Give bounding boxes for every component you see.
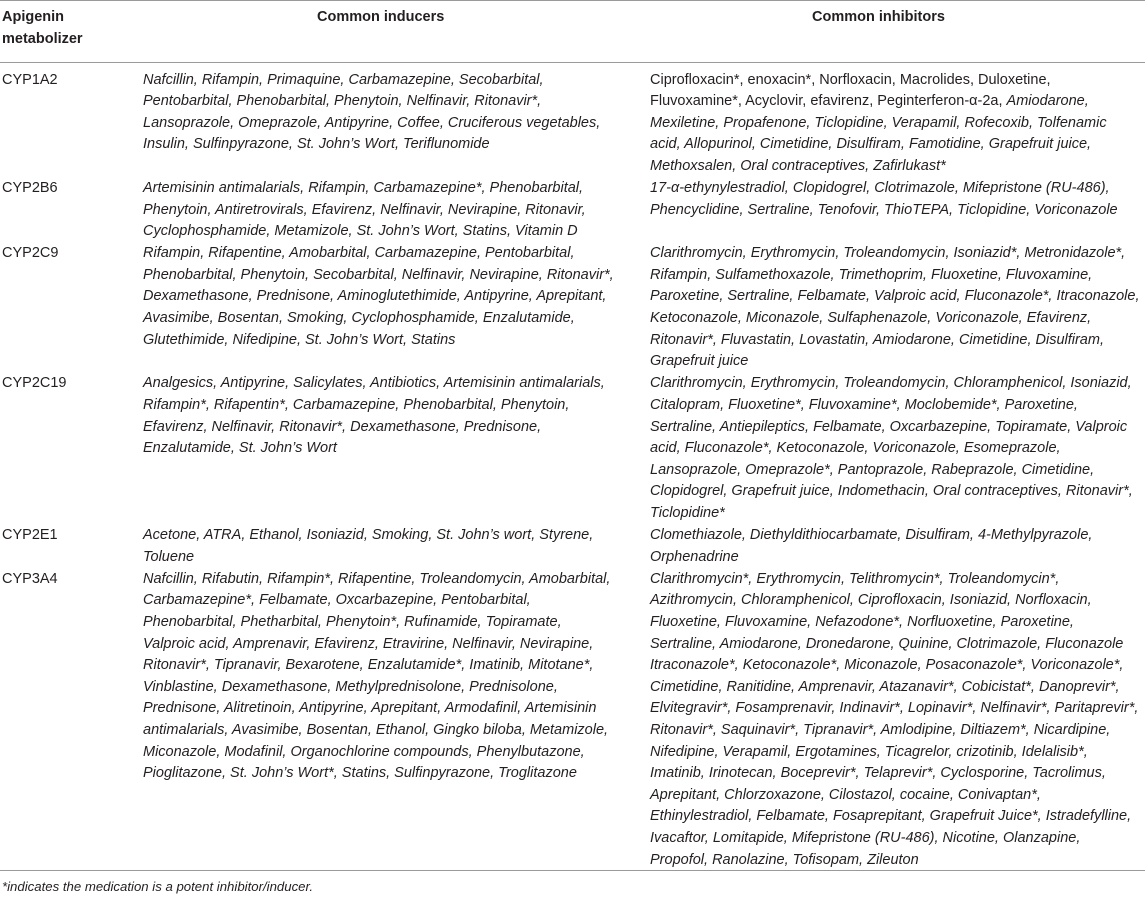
inhibitors-line	[650, 612, 1138, 634]
drug-text: Sertraline, Amiodarone, Dronedarone, Quinine, Clotrimazole, Fluconazole	[650, 635, 1124, 652]
inducers-line	[143, 763, 610, 785]
drug-text: antimalarials, Avasimibe, Bosentan, Ethanol, Gingko biloba, Metamizole,	[143, 721, 609, 738]
drug-text: Analgesics, Antipyrine, Salicylates, Antibiotics, Artemisinin antimalarials,	[143, 375, 605, 392]
drug-text: Rifampin, Sulfamethoxazole, Trimethoprim, Fluoxetine, Fluvoxamine,	[650, 266, 1093, 283]
drug-text: acid, Allopurinol, Cimetidine, Disulfiram, Famotidine, Grapefruit juice,	[650, 136, 1092, 153]
inhibitors-line	[650, 113, 1107, 135]
inhibitors-line	[650, 134, 1107, 156]
inducers-line	[143, 569, 610, 591]
inhibitors-line	[650, 351, 1140, 373]
drug-text: Paroxetine, Sertraline, Felbamate, Valproic acid, Fluconazole*, Itraconazole,	[650, 288, 1140, 305]
inducers-line	[143, 265, 614, 287]
drug-text: Toluene	[143, 548, 195, 565]
header-inducers: Common inducers	[317, 9, 445, 25]
enzyme-cell: CYP3A4	[2, 570, 58, 587]
enzyme-cell: CYP1A2	[2, 71, 58, 88]
inhibitors-line	[650, 308, 1140, 330]
drug-text: Insulin, Sulfinpyrazone, St. John’s Wort, Teriflunomide	[143, 136, 490, 153]
drug-text: Phenobarbital, Phenytoin, Secobarbital, Nelfinavir, Nevirapine, Ritonavir*,	[143, 266, 614, 283]
drug-text: Carbamazepine*, Felbamate, Oxcarbazepine, Pentobarbital,	[143, 592, 531, 609]
drug-text: Grapefruit juice	[650, 353, 749, 370]
inhibitors-line	[650, 286, 1140, 308]
inducers-line	[143, 677, 610, 699]
drug-text: Cyclophosphamide, Metamizole, St. John’s Wort, Statins, Vitamin D	[143, 223, 578, 240]
inhibitors-line	[650, 677, 1138, 699]
inhibitors-line	[650, 70, 1107, 92]
inhibitors-cell	[650, 243, 1140, 373]
drug-text: acid, Fluconazole*, Ketoconazole, Voriconazole, Esomeprazole,	[650, 440, 1061, 457]
drug-text: Nafcillin, Rifampin, Primaquine, Carbamazepine, Secobarbital,	[143, 71, 544, 88]
drug-text: Lansoprazole, Omeprazole, Antipyrine, Coffee, Cruciferous vegetables,	[143, 114, 601, 131]
drug-text: Cimetidine, Ranitidine, Amprenavir, Atazanavir*, Cobicistat*, Danoprevir*,	[650, 678, 1120, 695]
drug-text: Efavirenz, Nelfinavir, Ritonavir*, Dexamethasone, Prednisone,	[143, 418, 542, 435]
inducers-cell	[143, 243, 614, 351]
inhibitors-cell	[650, 569, 1138, 871]
inducers-line	[143, 113, 600, 135]
drug-text: Azithromycin, Chloramphenicol, Ciprofloxacin, Isoniazid, Norfloxacin,	[650, 592, 1092, 609]
inducers-cell	[143, 373, 605, 459]
drug-text: Amiodarone,	[1006, 93, 1089, 110]
drug-text: Imatinib, Irinotecan, Boceprevir*, Telaprevir*, Cyclosporine, Tacrolimus,	[650, 765, 1106, 782]
inhibitors-line	[650, 742, 1138, 764]
inducers-line	[143, 286, 614, 308]
inducers-line	[143, 330, 614, 352]
drug-text: Ivacaftor, Lomitapide, Mifepristone (RU-486), Nicotine, Olanzapine,	[650, 829, 1081, 846]
table-top-rule	[0, 0, 1145, 1]
drug-text: Vinblastine, Dexamethasone, Methylprednisolone, Prednisolone,	[143, 678, 558, 695]
drug-text: Enzalutamide, St. John’s Wort	[143, 440, 337, 457]
inducers-line	[143, 178, 586, 200]
inducers-line	[143, 655, 610, 677]
drug-text: Mexiletine, Propafenone, Ticlopidine, Verapamil, Rofecoxib, Tolfenamic	[650, 114, 1107, 131]
inducers-line	[143, 221, 586, 243]
drug-text: Ethinylestradiol, Felbamate, Fosaprepitant, Grapefruit Juice*, Istradefylline,	[650, 808, 1132, 825]
inhibitors-line	[650, 850, 1138, 872]
inducers-line	[143, 547, 593, 569]
inducers-line	[143, 243, 614, 265]
inhibitors-line	[650, 330, 1140, 352]
drug-text: Valproic acid, Amprenavir, Efavirenz, Etravirine, Nelfinavir, Nevirapine,	[143, 635, 594, 652]
inducers-cell	[143, 525, 593, 568]
inhibitors-line	[650, 438, 1133, 460]
drug-text: Fluvoxamine*, Acyclovir, efavirenz, Peginterferon-α-2a,	[650, 93, 1007, 110]
inhibitors-cell	[650, 373, 1133, 524]
drug-text: Ticlopidine*	[650, 504, 725, 521]
inhibitors-line	[650, 806, 1138, 828]
drug-text: Ritonavir*, Saquinavir*, Tipranavir*, Amlodipine, Diltiazem*, Nicardipine,	[650, 721, 1111, 738]
header-rule	[0, 62, 1145, 63]
inducers-line	[143, 200, 586, 222]
inhibitors-line	[650, 525, 1092, 547]
inhibitors-line	[650, 395, 1133, 417]
drug-text: Avasimibe, Bosentan, Smoking, Cyclophosphamide, Enzalutamide,	[143, 310, 575, 327]
drug-text: Miconazole, Modafinil, Organochlorine compounds, Phenylbutazone,	[143, 743, 585, 760]
inhibitors-cell	[650, 70, 1107, 178]
drug-text: Ritonavir*, Fluvastatin, Lovastatin, Amiodarone, Cimetidine, Disulfiram,	[650, 331, 1104, 348]
drug-text: Acetone, ATRA, Ethanol, Isoniazid, Smoking, St. John’s wort, Styrene,	[143, 527, 594, 544]
inhibitors-line	[650, 91, 1107, 113]
drug-text: Aprepitant, Chlorzoxazone, Cilostazol, cocaine, Conivaptan*,	[650, 786, 1041, 803]
inhibitors-line	[650, 569, 1138, 591]
drug-text: Glutethimide, Nifedipine, St. John’s Wort, Statins	[143, 331, 456, 348]
inducers-line	[143, 525, 593, 547]
drug-text: Propofol, Ranolazine, Tofisopam, Zileuton	[650, 851, 919, 868]
inhibitors-line	[650, 243, 1140, 265]
inhibitors-line	[650, 417, 1133, 439]
inducers-line	[143, 720, 610, 742]
inhibitors-line	[650, 547, 1092, 569]
inducers-cell	[143, 569, 610, 785]
header-inhibitors: Common inhibitors	[812, 9, 945, 25]
inducers-cell	[143, 70, 600, 156]
inducers-line	[143, 438, 605, 460]
header-metabolizer-line: metabolizer	[2, 30, 83, 47]
enzyme-cell: CYP2E1	[2, 527, 58, 544]
drug-text: Fluoxetine, Fluvoxamine, Nefazodone*, Norfluoxetine, Paroxetine,	[650, 613, 1074, 630]
inhibitors-line	[650, 200, 1118, 222]
inducers-line	[143, 590, 610, 612]
drug-text: Nifedipine, Verapamil, Ergotamines, Ticagrelor, crizotinib, Idelalisib*,	[650, 743, 1088, 760]
inhibitors-line	[650, 698, 1138, 720]
drug-text: Ciprofloxacin*, enoxacin*, Norfloxacin, Macrolides, Duloxetine,	[650, 71, 1051, 88]
inhibitors-line	[650, 460, 1133, 482]
inhibitors-line	[650, 265, 1140, 287]
inhibitors-line	[650, 785, 1138, 807]
inducers-line	[143, 70, 600, 92]
inhibitors-line	[650, 503, 1133, 525]
drug-text: Pentobarbital, Phenobarbital, Phenytoin, Nelfinavir, Ritonavir*,	[143, 93, 542, 110]
header-metabolizer	[2, 7, 83, 50]
drug-text: Dexamethasone, Prednisone, Aminoglutethimide, Antipyrine, Aprepitant,	[143, 288, 607, 305]
drug-text: Clomethiazole, Diethyldithiocarbamate, Disulfiram, 4-Methylpyrazole,	[650, 527, 1093, 544]
drug-text: Clarithromycin*, Erythromycin, Telithromycin*, Troleandomycin*,	[650, 570, 1060, 587]
inducers-line	[143, 134, 600, 156]
drug-text: Ritonavir*, Tipranavir, Bexarotene, Enzalutamide*, Imatinib, Mitotane*,	[143, 657, 594, 674]
drug-text: Prednisone, Alitretinoin, Antipyrine, Aprepitant, Armodafinil, Artemisinin	[143, 700, 597, 717]
drug-text: Clarithromycin, Erythromycin, Troleandomycin, Chloramphenicol, Isoniazid,	[650, 375, 1132, 392]
inhibitors-line	[650, 590, 1138, 612]
drug-text: Lansoprazole, Omeprazole*, Pantoprazole, Rabeprazole, Cimetidine,	[650, 461, 1095, 478]
drug-text: Rifampin*, Rifapentin*, Carbamazepine, Phenobarbital, Phenytoin,	[143, 396, 570, 413]
inhibitors-line	[650, 156, 1107, 178]
drug-text: Sertraline, Antiepileptics, Felbamate, Oxcarbazepine, Topiramate, Valproic	[650, 418, 1128, 435]
drug-text: Methoxsalen, Oral contraceptives, Zafirlukast*	[650, 157, 946, 174]
inhibitors-line	[650, 634, 1138, 656]
drug-text: Ketoconazole, Miconazole, Sulfaphenazole, Voriconazole, Efavirenz,	[650, 310, 1092, 327]
inducers-line	[143, 308, 614, 330]
table-bottom-rule	[0, 870, 1145, 871]
inhibitors-cell	[650, 525, 1092, 568]
inducers-line	[143, 395, 605, 417]
drug-text: 17-α-ethynylestradiol, Clopidogrel, Clotrimazole, Mifepristone (RU-486),	[650, 180, 1110, 196]
inducers-line	[143, 698, 610, 720]
inhibitors-line	[650, 178, 1118, 200]
drug-text: Itraconazole*, Ketoconazole*, Miconazole, Posaconazole*, Voriconazole*,	[650, 657, 1124, 674]
enzyme-cell: CYP2C9	[2, 245, 59, 262]
inducers-line	[143, 373, 605, 395]
drug-text: Clarithromycin, Erythromycin, Troleandomycin, Isoniazid*, Metronidazole*,	[650, 245, 1126, 262]
inducers-line	[143, 612, 610, 634]
inhibitors-cell	[650, 178, 1118, 221]
header-metabolizer-line: Apigenin	[2, 9, 65, 25]
drug-text: Phenobarbital, Phetharbital, Phenytoin*, Rufinamide, Topiramate,	[143, 613, 562, 630]
inhibitors-line	[650, 373, 1133, 395]
inducers-line	[143, 742, 610, 764]
inducers-line	[143, 634, 610, 656]
drug-text: Orphenadrine	[650, 548, 739, 565]
inhibitors-line	[650, 481, 1133, 503]
inducers-line	[143, 417, 605, 439]
drug-text: Artemisinin antimalarials, Rifampin, Carbamazepine*, Phenobarbital,	[143, 180, 584, 196]
inhibitors-line	[650, 763, 1138, 785]
inhibitors-line	[650, 655, 1138, 677]
drug-text: Elvitegravir*, Fosamprenavir, Indinavir*, Lopinavir*, Nelfinavir*, Paritaprevir*,	[650, 700, 1139, 717]
drug-text: Citalopram, Fluoxetine*, Fluvoxamine*, Moclobemide*, Paroxetine,	[650, 396, 1078, 413]
drug-text: Clopidogrel, Grapefruit juice, Indomethacin, Oral contraceptives, Ritonavir*,	[650, 483, 1133, 500]
enzyme-cell: CYP2C19	[2, 375, 67, 392]
inducers-line	[143, 91, 600, 113]
footnote: *indicates the medication is a potent inhibitor/inducer.	[2, 879, 314, 894]
drug-text: Pioglitazone, St. John’s Wort*, Statins, Sulfinpyrazone, Troglitazone	[143, 765, 577, 782]
enzyme-cell: CYP2B6	[2, 180, 58, 196]
drug-text: Rifampin, Rifapentine, Amobarbital, Carbamazepine, Pentobarbital,	[143, 245, 575, 262]
drug-text: Phenytoin, Antiretrovirals, Efavirenz, Nelfinavir, Nevirapine, Ritonavir,	[143, 201, 586, 218]
drug-text: Nafcillin, Rifabutin, Rifampin*, Rifapentine, Troleandomycin, Amobarbital,	[143, 570, 611, 587]
inhibitors-line	[650, 720, 1138, 742]
drug-text: Phencyclidine, Sertraline, Tenofovir, ThioTEPA, Ticlopidine, Voriconazole	[650, 201, 1118, 218]
inhibitors-line	[650, 828, 1138, 850]
inducers-cell	[143, 178, 586, 243]
